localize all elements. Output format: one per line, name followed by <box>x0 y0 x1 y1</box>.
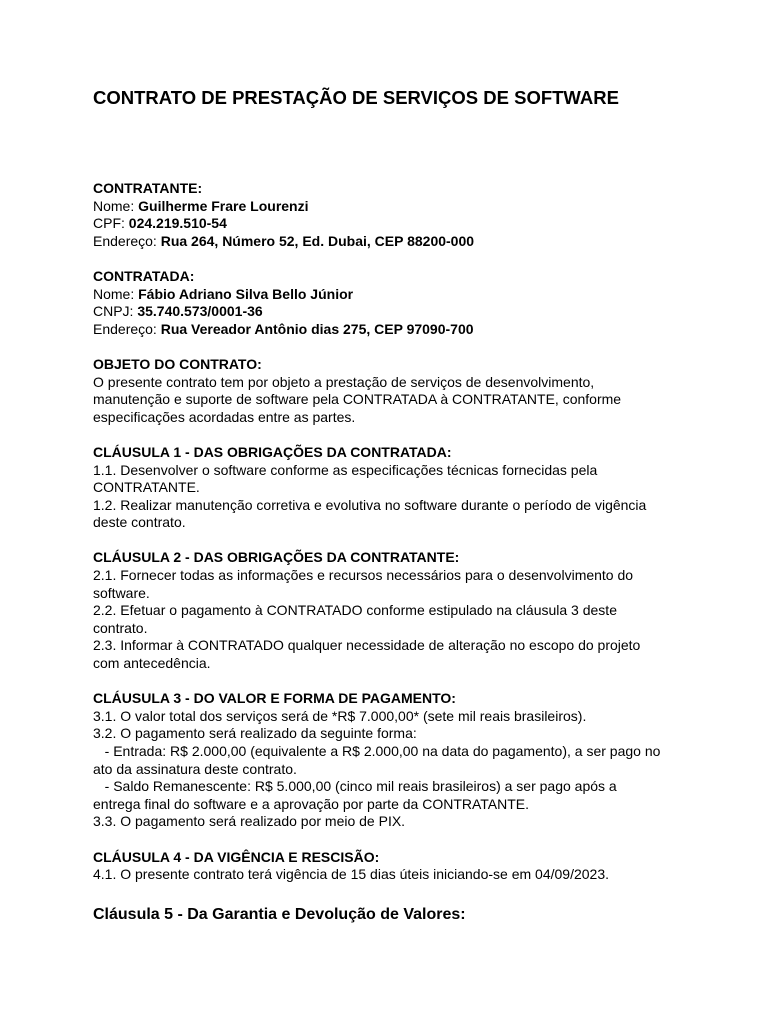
clausula1-line: 1.1. Desenvolver o software conforme as especificações técnicas fornecidas pela <box>93 461 598 478</box>
contratada-nome-label: Nome: <box>93 285 139 302</box>
clausula1-line: deste contrato. <box>93 514 186 531</box>
contratada-cnpj-label: CNPJ: <box>93 303 138 320</box>
clausula1-heading: CLÁUSULA 1 - DAS OBRIGAÇÕES DA CONTRATADA: <box>93 443 452 460</box>
contratante-endereco-value: Rua 264, Número 52, Ed. Dubai, CEP 88200-000 <box>160 232 475 249</box>
contratante-endereco-label: Endereço: <box>93 232 161 249</box>
clausula4-heading: CLÁUSULA 4 - DA VIGÊNCIA E RESCISÃO: <box>93 848 380 865</box>
clausula2-line: 2.1. Fornecer todas as informações e recursos necessários para o desenvolvimento do <box>93 567 634 584</box>
contratante-nome-value: Guilherme Frare Lourenzi <box>138 197 309 214</box>
objeto-line: O presente contrato tem por objeto a prestação de serviços de desenvolvimento, <box>93 373 595 390</box>
contratada-cnpj <box>93 303 683 321</box>
clausula1-line: 1.2. Realizar manutenção corretiva e evolutiva no software durante o período de vigência <box>93 496 647 513</box>
contratante-endereco <box>93 233 683 251</box>
contratada-endereco <box>93 321 683 339</box>
clausula2-line: software. <box>93 584 150 601</box>
objeto-heading: OBJETO DO CONTRATO: <box>93 355 262 372</box>
contratada-nome-value: Fábio Adriano Silva Bello Júnior <box>138 285 354 302</box>
contratada-endereco-value: Rua Vereador Antônio dias 275, CEP 97090-700 <box>160 320 474 337</box>
contratada-endereco-label: Endereço: <box>93 320 161 337</box>
contratante-nome <box>93 198 683 216</box>
contratante-cpf-value: 024.219.510-54 <box>128 215 227 232</box>
clausula2-heading: CLÁUSULA 2 - DAS OBRIGAÇÕES DA CONTRATANTE: <box>93 549 460 566</box>
document-title: CONTRATO DE PRESTAÇÃO DE SERVIÇOS DE SOFTWARE <box>93 87 619 108</box>
clausula2-line: 2.2. Efetuar o pagamento à CONTRATADO conforme estipulado na cláusula 3 deste <box>93 602 617 619</box>
contratante-cpf-label: CPF: <box>93 215 129 232</box>
clausula1-line: CONTRATANTE. <box>93 479 200 496</box>
clausula4-line: 4.1. O presente contrato terá vigência de 15 dias úteis iniciando-se em 04/09/2023. <box>93 866 609 883</box>
contratante-heading: CONTRATANTE: <box>93 180 203 196</box>
clausula2-line: 2.3. Informar à CONTRATADO qualquer necessidade de alteração no escopo do projeto <box>93 637 641 654</box>
clausula3-line: 3.2. O pagamento será realizado da seguinte forma: <box>93 725 417 742</box>
contratante-nome-label: Nome: <box>93 197 139 214</box>
contratante-cpf <box>93 215 683 233</box>
contratada-nome <box>93 286 683 304</box>
clausula3-line: 3.1. O valor total dos serviços será de *R$ 7.000,00* (sete mil reais brasileiros). <box>93 707 587 724</box>
clausula3-line: - Entrada: R$ 2.000,00 (equivalente a R$ 2.000,00 na data do pagamento), a ser pago no <box>93 743 661 759</box>
clausula3-line: entrega final do software e a aprovação por parte da CONTRATANTE. <box>93 795 530 812</box>
clausula3-line: - Saldo Remanescente: R$ 5.000,00 (cinco mil reais brasileiros) a ser pago após a <box>93 778 617 795</box>
clausula2-line: contrato. <box>93 619 148 636</box>
clausula3-line: ato da assinatura deste contrato. <box>93 760 297 777</box>
objeto-line: manutenção e suporte de software pela CONTRATADA à CONTRATANTE, conforme <box>93 391 622 408</box>
clausula3-heading: CLÁUSULA 3 - DO VALOR E FORMA DE PAGAMENTO: <box>93 690 456 707</box>
clausula2-line: com antecedência. <box>93 655 211 672</box>
contratada-cnpj-value: 35.740.573/0001-36 <box>137 303 263 320</box>
objeto-line: especificações acordadas entre as partes. <box>93 408 356 425</box>
clausula5-heading: Cláusula 5 - Da Garantia e Devolução de Valores: <box>93 906 466 923</box>
clausula3-line: 3.3. O pagamento será realizado por meio de PIX. <box>93 813 406 830</box>
contratada-heading: CONTRATADA: <box>93 267 195 284</box>
document-body <box>93 180 683 884</box>
